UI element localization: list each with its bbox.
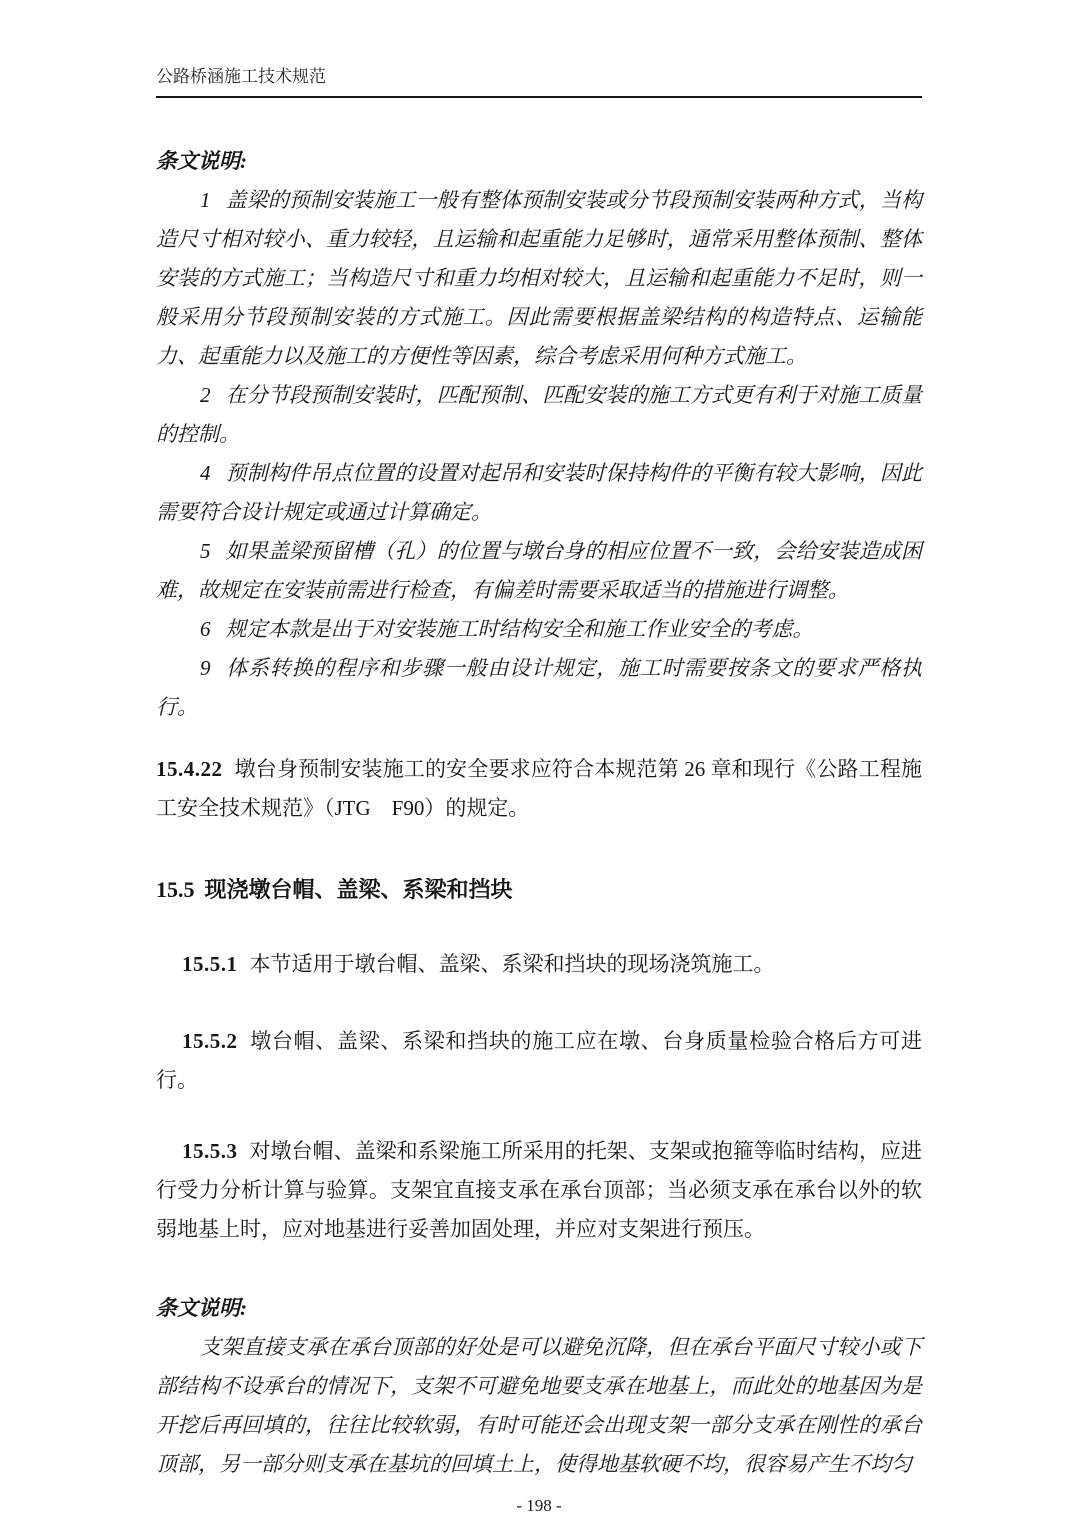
item-text: 预制构件吊点位置的设置对起吊和安装时保持构件的平衡有较大影响，因此需要符合设计规定或通过计算确定。 (156, 461, 922, 524)
page-number: - 198 - (516, 1496, 562, 1515)
commentary-item-9 (156, 649, 922, 727)
item-text: 如果盖梁预留槽（孔）的位置与墩台身的相应位置不一致，会给安装造成困难，故规定在安装前需进行检查，有偏差时需要采取适当的措施进行调整。 (156, 539, 922, 602)
commentary-item-2 (156, 376, 922, 454)
clause-text: 墩台帽、盖梁、系梁和挡块的施工应在墩、台身质量检验合格后方可进行。 (156, 1029, 922, 1092)
clause-number: 15.4.22 (156, 757, 223, 781)
page-body (156, 142, 922, 1518)
running-header-title: 公路桥涵施工技术规范 (156, 67, 326, 86)
commentary-item-1 (156, 181, 922, 376)
clause-text: 对墩台帽、盖梁和系梁施工所采用的托架、支架或抱箍等临时结构，应进行受力分析计算与验算。支架宜直接支承在承台顶部；当必须支承在承台以外的软弱地基上时，应对地基进行妥善加固处理，并应对支架进行预压。 (156, 1139, 922, 1241)
item-number: 4 (200, 461, 211, 485)
section-title: 现浇墩台帽、盖梁、系梁和挡块 (204, 877, 513, 902)
commentary-item-6 (156, 610, 922, 649)
item-number: 2 (200, 383, 211, 407)
item-number: 6 (200, 617, 211, 641)
item-number: 9 (200, 656, 211, 680)
item-text: 规定本款是出于对安装施工时结构安全和施工作业安全的考虑。 (225, 617, 814, 641)
commentary-label-1: 条文说明: (156, 149, 247, 173)
item-number: 5 (200, 539, 211, 563)
clause-text: 墩台身预制安装施工的安全要求应符合本规范第 26 章和现行《公路工程施工安全技术规范》（JTG F90）的规定。 (156, 757, 922, 820)
clause-number: 15.5.1 (182, 952, 238, 976)
commentary-item-4 (156, 454, 922, 532)
running-header (156, 66, 922, 98)
clause-number: 15.5.3 (182, 1139, 238, 1163)
clause-number: 15.5.2 (182, 1029, 238, 1053)
section-number: 15.5 (156, 877, 195, 902)
clause-15-5-3 (156, 1132, 922, 1249)
commentary-2-text: 支架直接支承在承台顶部的好处是可以避免沉降，但在承台平面尺寸较小或下部结构不设承台的情况下，支架不可避免地要支承在地基上，而此处的地基因为是开挖后再回填的，往往比较软弱，有时可能还会出现支架一部分支承在刚性的承台顶部，另一部分则支承在基坑的回填土上，使得地基软硬不均，很容易产生不均匀 (156, 1335, 922, 1476)
item-number: 1 (200, 188, 211, 212)
clause-15-5-2 (156, 1022, 922, 1100)
clause-15-4-22 (156, 750, 922, 828)
section-heading-15-5 (156, 870, 922, 909)
clause-text: 本节适用于墩台帽、盖梁、系梁和挡块的现场浇筑施工。 (249, 952, 775, 976)
commentary-label-2: 条文说明: (156, 1296, 247, 1320)
clause-15-5-1 (156, 945, 922, 984)
item-text: 在分节段预制安装时，匹配预制、匹配安装的施工方式更有利于对施工质量的控制。 (156, 383, 922, 446)
item-text: 盖梁的预制安装施工一般有整体预制安装或分节段预制安装两种方式，当构造尺寸相对较小、重力较轻，且运输和起重能力足够时，通常采用整体预制、整体安装的方式施工；当构造尺寸和重力均相对较大，且运输和起重能力不足时，则一般采用分节段预制安装的方式施工。因此需要根据盖梁结构的构造特点、运输能力、起重能力以及施工的方便性等因素，综合考虑采用何种方式施工。 (156, 188, 922, 368)
item-text: 体系转换的程序和步骤一般由设计规定，施工时需要按条文的要求严格执行。 (156, 656, 922, 719)
commentary-item-5 (156, 532, 922, 610)
